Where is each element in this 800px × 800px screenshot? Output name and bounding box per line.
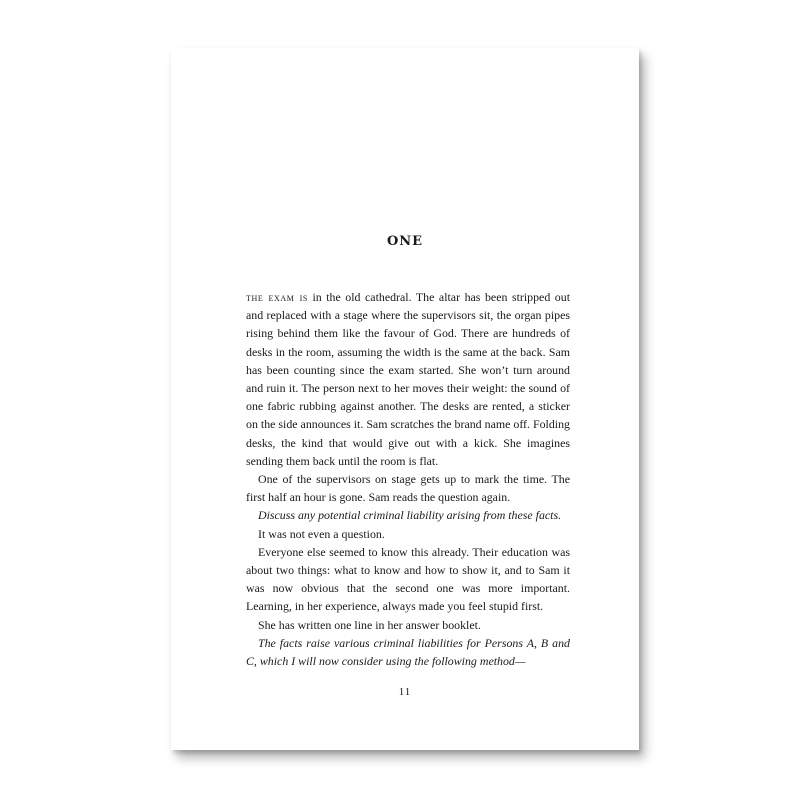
paragraph-6: She has written one line in her answer booklet. <box>258 617 481 632</box>
book-page <box>171 48 639 750</box>
paragraph-1 <box>246 288 570 470</box>
paragraph-text: in the old cathedral. The altar has been stripped out and replaced with a stage where the supervisors sit, the organ pipes rising behind them like the favour of God. There are hundreds of desks in the room, assuming the width is the same at the back. Sam has been counting since the exam started. She won’t turn around and ruin it. The person next to her moves their weight: the sound of one fabric rubbing against another. The desks are rented, a sticker on the side announces it. Sam scratches the brand name off. Folding desks, the kind that would give out with a kick. She imagines sending them back until the room is flat. <box>246 290 570 468</box>
answer-line: The facts raise various criminal liabilities for Persons A, B and C, which I will now consider using the following method— <box>246 635 570 669</box>
chapter-body <box>246 288 570 670</box>
page-number: 11 <box>398 686 412 698</box>
paragraph-4: It was not even a question. <box>258 526 385 541</box>
paragraph-2: One of the supervisors on stage gets up to mark the time. The first half an hour is gone. Sam reads the question again. <box>246 472 570 505</box>
paragraph-5: Everyone else seemed to know this already. Their education was about two things: what to know and how to show it, and to Sam it was now obvious that the second one was more important. Learning, in her experience, always made you feel stupid first. <box>246 544 570 614</box>
chapter-title: ONE <box>386 234 424 249</box>
paragraph-lead-in: the exam is <box>246 290 308 304</box>
exam-question: Discuss any potential criminal liability arising from these facts. <box>258 508 562 523</box>
